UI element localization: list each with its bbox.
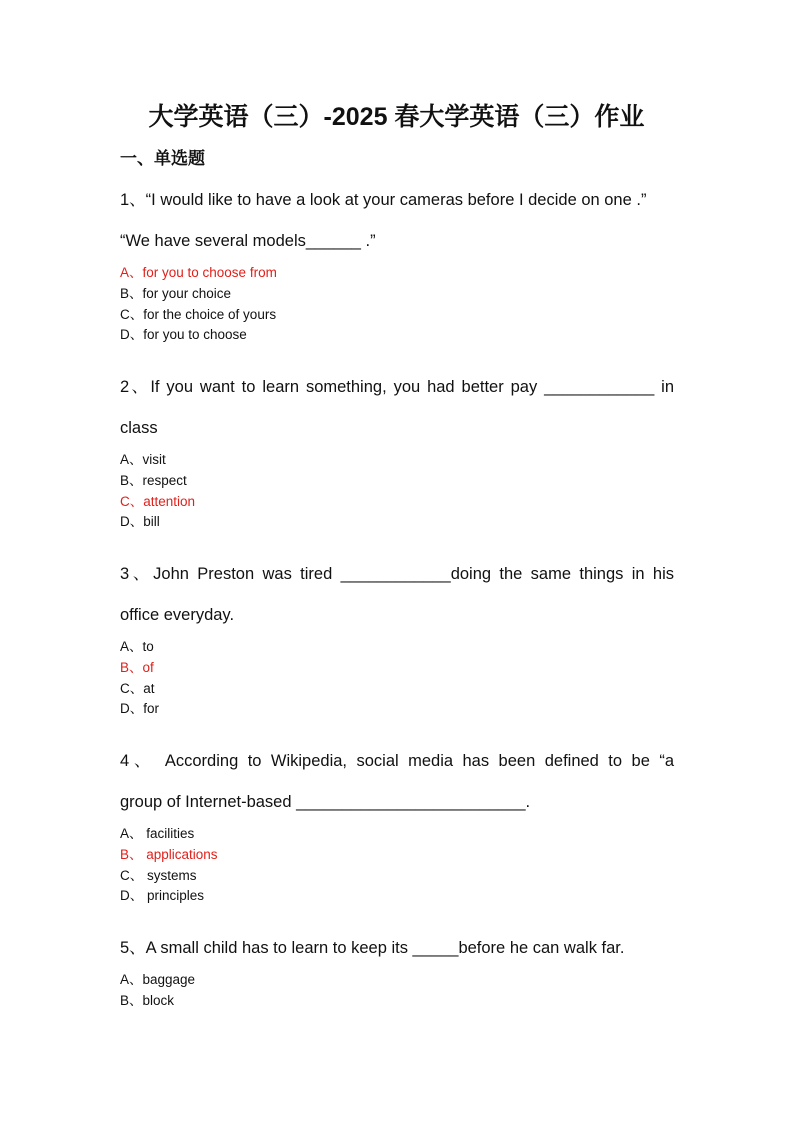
q2-option-d: D、bill <box>120 514 160 530</box>
question-2-line-2: class <box>120 419 158 437</box>
q1-option-b: B、for your choice <box>120 285 232 301</box>
question-4-line-2: group of Internet-based _________________________. <box>120 793 531 811</box>
q4-option-c: C、 systems <box>120 867 197 883</box>
q1-option-a: A、for you to choose from <box>120 265 277 280</box>
question-5 <box>120 928 674 969</box>
q1-option-d: D、for you to choose <box>120 327 247 343</box>
q2-option-c: C、attention <box>120 493 196 509</box>
question-4-line-1: 4、 According to Wikipedia, social media has been defined to be “a <box>120 752 674 770</box>
q4-option-d: D、 principles <box>120 888 205 904</box>
question-4-options <box>120 824 218 907</box>
question-2-options <box>120 450 195 533</box>
q1-option-c: C、for the choice of yours <box>120 306 277 322</box>
question-1-line-2: “We have several models______ .” <box>120 232 376 250</box>
q2-option-a: A、visit <box>120 452 166 467</box>
question-1-line-1: 1、“I would like to have a look at your cameras before I decide on one .” <box>120 191 647 209</box>
q2-option-b: B、respect <box>120 472 187 488</box>
question-3 <box>120 554 674 636</box>
question-2-line-1: 2、If you want to learn something, you had better pay ____________ in <box>120 378 674 396</box>
q3-option-c: C、at <box>120 680 155 696</box>
question-4 <box>120 741 674 823</box>
question-3-line-1: 3、John Preston was tired ____________doing the same things in his <box>120 565 674 583</box>
question-5-line-1: 5、A small child has to learn to keep its _____before he can walk far. <box>120 939 625 957</box>
question-5-options <box>120 970 195 1012</box>
q3-option-b: B、of <box>120 659 154 675</box>
q4-option-a: A、 facilities <box>120 826 195 841</box>
q5-option-a: A、baggage <box>120 972 196 987</box>
question-1 <box>120 180 674 262</box>
question-3-line-2: office everyday. <box>120 606 235 624</box>
question-1-options <box>120 263 277 346</box>
question-2 <box>120 367 674 449</box>
question-3-options <box>120 637 159 720</box>
page-title: 大学英语（三）-2025 春大学英语（三）作业 <box>148 103 645 131</box>
q5-option-b: B、block <box>120 992 175 1008</box>
q4-option-b: B、 applications <box>120 846 218 862</box>
q3-option-a: A、to <box>120 639 154 654</box>
section-heading: 一、单选题 <box>120 149 205 168</box>
q3-option-d: D、for <box>120 701 160 717</box>
